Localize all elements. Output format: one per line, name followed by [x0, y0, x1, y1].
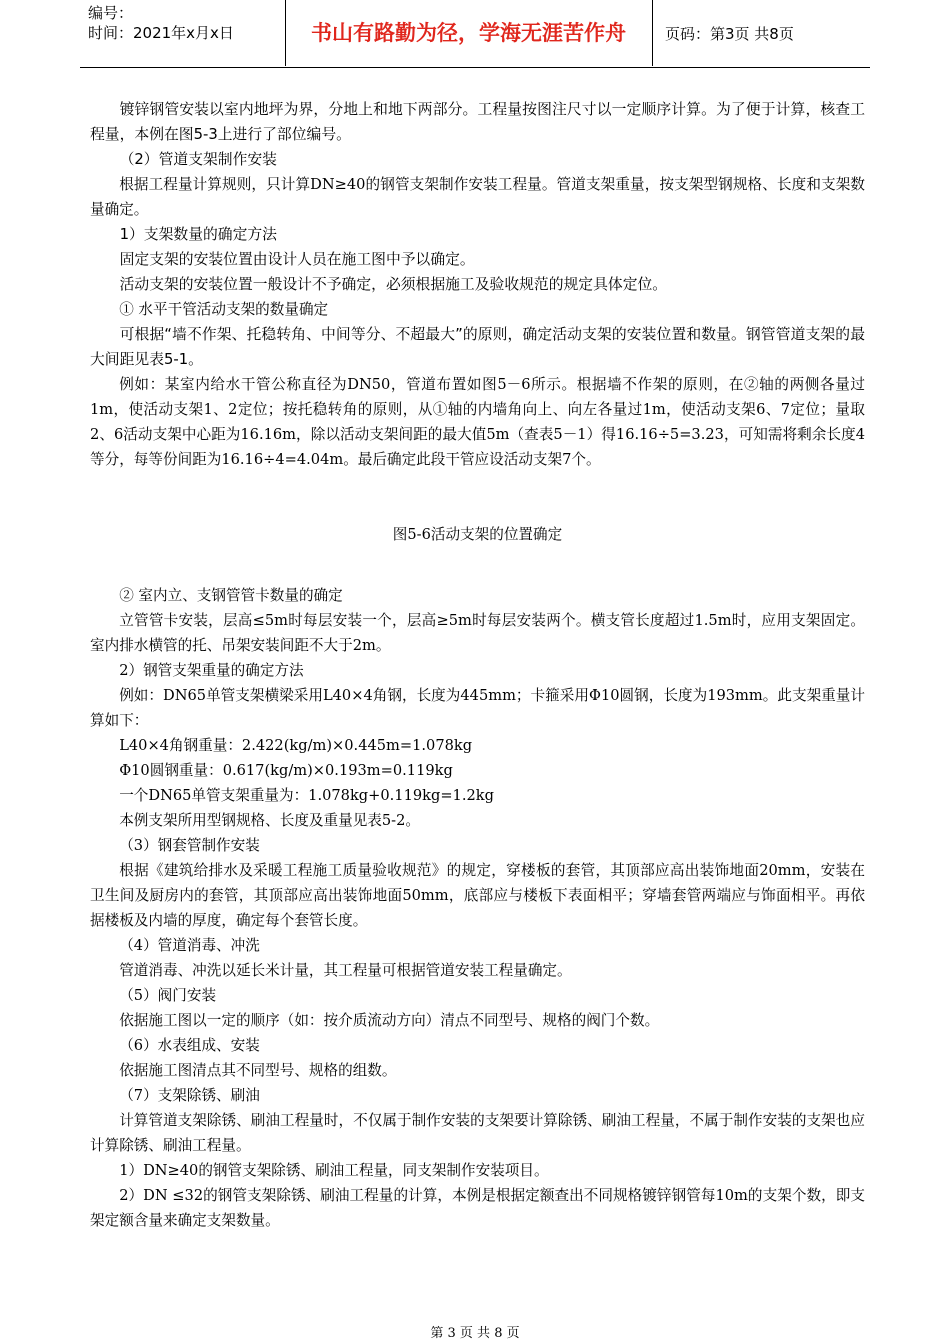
header-meta: [80, 0, 286, 66]
section-heading: （5）阀门安装: [119, 987, 217, 1004]
paragraph: 依据施工图清点其不同型号、规格的组数。: [119, 1062, 397, 1079]
figure-caption: 图5-6活动支架的位置确定: [392, 526, 563, 543]
header-motto: 书山有路勤为径，学海无涯苦作舟: [285, 0, 653, 66]
paragraph: 立管管卡安装，层高≤5m时每层安装一个，层高≥5m时每层安装两个。横支管长度超过1.5m时，应用支架固定。室内排水横管的托、吊架安装间距不大于2m。: [90, 612, 865, 654]
page-footer: 第 3 页 共 8 页: [430, 1326, 520, 1341]
paragraph: 可根据“墙不作架、托稳转角、中间等分、不超最大”的原则，确定活动支架的安装位置和数量。钢管管道支架的最大间距见表5-1。: [90, 326, 865, 368]
formula-line: 一个DN65单管支架重量为：1.078kg+0.119kg=1.2kg: [119, 787, 494, 804]
paragraph: 本例支架所用型钢规格、长度及重量见表5-2。: [119, 812, 420, 829]
paragraph: 例如：DN65单管支架横梁采用L40×4角钢，长度为445mm；卡箍采用Φ10圆钢，长度为193mm。此支架重量计算如下：: [90, 687, 865, 729]
subsection-heading: 2）钢管支架重量的确定方法: [119, 662, 304, 679]
paragraph: 依据施工图以一定的顺序（如：按介质流动方向）清点不同型号、规格的阀门个数。: [119, 1012, 660, 1029]
document-body: [90, 97, 865, 1233]
section-heading: （7）支架除锈、刷油: [119, 1087, 260, 1104]
section-heading: （4）管道消毒、冲洗: [119, 937, 260, 954]
time-label: 时间：2021年x月x日: [88, 24, 234, 42]
section-heading: （2）管道支架制作安装: [119, 151, 277, 168]
subsection-heading: ② 室内立、支钢管管卡数量的确定: [119, 587, 343, 604]
paragraph: 根据工程量计算规则，只计算DN≥40的钢管支架制作安装工程量。管道支架重量，按支架型钢规格、长度和支架数量确定。: [90, 176, 865, 218]
number-label: 编号：: [88, 4, 134, 22]
paragraph: 计算管道支架除锈、刷油工程量时，不仅属于制作安装的支架要计算除锈、刷油工程量，不属于制作安装的支架也应计算除锈、刷油工程量。: [90, 1112, 865, 1154]
subsection-heading: 1）支架数量的确定方法: [119, 226, 277, 243]
formula-line: Φ10圆钢重量：0.617(kg/m)×0.193m=0.119kg: [119, 762, 453, 779]
paragraph: 2）DN ≤32的钢管支架除锈、刷油工程量的计算，本例是根据定额查出不同规格镀锌钢管每10m的支架个数，即支架定额含量来确定支架数量。: [90, 1187, 865, 1229]
section-heading: （3）钢套管制作安装: [119, 837, 260, 854]
paragraph: 例如：某室内给水干管公称直径为DN50，管道布置如图5－6所示。根据墙不作架的原则，在②轴的两侧各量过1m，使活动支架1、2定位；按托稳转角的原则，从①轴的内墙角向上、向左各量过1m，使活动支架6、7定位；量取2、6活动支架中心距为16.16m，除以活动支架间距的最大值5m（查表5－1）得16.16÷5=3.23，可知需将剩余长度4等分，每等份间距为16.16÷4=4.04m。最后确定此段干管应设活动支架7个。: [90, 376, 865, 468]
page-header: [80, 0, 870, 68]
paragraph: 1）DN≥40的钢管支架除锈、刷油工程量，同支架制作安装项目。: [119, 1162, 549, 1179]
formula-line: L40×4角钢重量：2.422(kg/m)×0.445m=1.078kg: [119, 737, 473, 754]
section-heading: （6）水表组成、安装: [119, 1037, 260, 1054]
paragraph: 根据《建筑给排水及采暖工程施工质量验收规范》的规定，穿楼板的套管，其顶部应高出装饰地面20mm，安装在卫生间及厨房内的套管，其顶部应高出装饰地面50mm，底部应与楼板下表面相平；穿墙套管两端应与饰面相平。再依据楼板及内墙的厚度，确定每个套管长度。: [90, 862, 865, 929]
paragraph: 镀锌钢管安装以室内地坪为界，分地上和地下两部分。工程量按图注尺寸以一定顺序计算。为了便于计算，核查工程量，本例在图5-3上进行了部位编号。: [90, 101, 865, 143]
paragraph: 管道消毒、冲洗以延长米计量，其工程量可根据管道安装工程量确定。: [119, 962, 572, 979]
paragraph: 活动支架的安装位置一般设计不予确定，必须根据施工及验收规范的规定具体定位。: [119, 276, 668, 293]
header-page-info: 页码：第3页 共8页: [665, 25, 794, 43]
paragraph: 固定支架的安装位置由设计人员在施工图中予以确定。: [119, 251, 475, 268]
subsection-heading: ① 水平干管活动支架的数量确定: [119, 301, 329, 318]
